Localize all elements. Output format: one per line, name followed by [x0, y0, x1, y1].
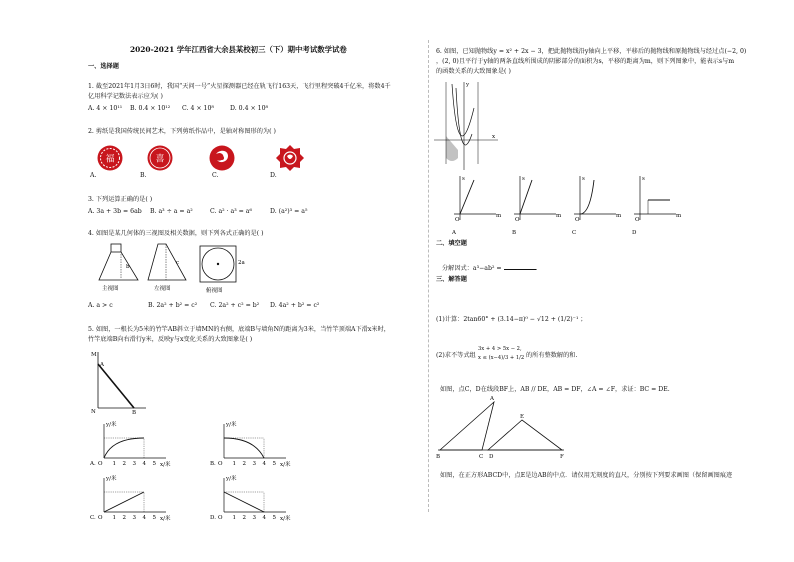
- q2-option-a[interactable]: A.: [90, 172, 97, 179]
- q10-label-D: D: [489, 454, 494, 460]
- q5-graph-b-y-label: y/米: [226, 422, 237, 428]
- front-view-label-b: b: [126, 264, 130, 270]
- q7-end: .: [535, 265, 538, 272]
- q5-graph-a-tick-4: 4: [142, 461, 146, 467]
- q10-text: 如图，点C，D在线段BF上，AB // DE，AB = DF，∠A = ∠F，求证：BC = DE.: [440, 386, 670, 393]
- q10-label-E: E: [520, 414, 525, 420]
- q3-text: 3. 下列运算正确的是( ): [88, 196, 153, 203]
- q6-graph-B-origin: O: [515, 217, 520, 223]
- q9-suffix: 的所有整数解的和.: [526, 352, 578, 359]
- q5-graph-b-tick-3: 3: [252, 461, 256, 467]
- q5-line1: 5. 如图，一根长为5米的竹竿AB斜立于墙MN的右侧，底端B与墙角N的距离为3米，当竹竿顶端A下滑x米时，: [88, 326, 390, 333]
- q3-option-d[interactable]: D. (a²)³ = a⁵: [270, 208, 308, 215]
- section-answer-heading: 三、解答题: [436, 276, 467, 283]
- q2-option-c[interactable]: C.: [212, 172, 219, 179]
- papercut-b-character: 喜: [155, 154, 165, 165]
- q6-graph-D-s-label: s: [642, 176, 645, 182]
- q5-graph-a-tick-1: 1: [112, 461, 116, 467]
- q1-line2: 亿用科学记数法表示应为( ): [88, 93, 163, 100]
- q1-option-a[interactable]: A. 4 × 10¹¹: [88, 105, 123, 112]
- q5-graph-b-x-label: x/米: [280, 462, 291, 468]
- q3-option-a[interactable]: A. 3a + 3b = 6ab: [88, 208, 142, 215]
- q11-text: 如图，在正方形ABCD中，点E是边AB的中点．请仅用无刻度的直尺，分别按下列要求画图（保留画图痕迹: [440, 472, 733, 479]
- q4-option-c[interactable]: C. 2a² + c² = b²: [210, 302, 260, 309]
- label-M: M: [91, 352, 97, 358]
- q7-prompt: 分解因式：a³−ab² =: [442, 265, 504, 272]
- q5-graph-a-option: A.: [90, 461, 96, 467]
- q6-graph-D-m-label: m: [676, 213, 682, 219]
- q5-graph-d-tick-4: 4: [262, 515, 266, 521]
- papercut-a-character: 福: [105, 154, 115, 165]
- q6-graph-C-s-label: s: [582, 176, 585, 182]
- top-view-caption: 俯视图: [206, 288, 223, 294]
- exam-title: 2020-2021 学年江西省大余县某校初三（下）期中考试数学试卷: [130, 45, 347, 54]
- q5-graph-a-tick-2: 2: [122, 461, 126, 467]
- section-fill-heading: 二、填空题: [436, 240, 467, 247]
- q1-option-b[interactable]: B. 0.4 × 10¹²: [130, 105, 171, 112]
- q5-graph-c-tick-3: 3: [132, 515, 136, 521]
- q6-graph-C-line: [580, 180, 594, 214]
- q2-option-d[interactable]: D.: [270, 172, 277, 179]
- q1-line1: 1. 截至2021年1月3日6时，我国“天问一号”火星探测器已经在轨飞行163天，飞行里程突破4千亿米，将数4千: [88, 83, 391, 90]
- q6-graph-C-option: C: [572, 230, 577, 236]
- front-view-caption: 主视图: [102, 286, 119, 292]
- q6-line1: 6. 如图，已知抛物线y = x² + 2x − 3，把此抛物线沿y轴向上平移，平移后的抛物线和原抛物线与经过点(−2, 0): [436, 48, 747, 55]
- q6-graph-B-m-label: m: [556, 213, 562, 219]
- q6-graph-B-s-label: s: [522, 176, 525, 182]
- q6-graph-A-origin: O: [455, 217, 460, 223]
- q5-graph-b-tick-2: 2: [242, 461, 246, 467]
- q6-graph-B-line: [520, 180, 532, 214]
- label-N: N: [91, 409, 96, 415]
- q5-graph-a-x-label: x/米: [160, 462, 171, 468]
- side-view-label-c: c: [176, 260, 180, 266]
- q1-option-c[interactable]: C. 4 × 10⁸: [182, 105, 214, 112]
- q5-graph-c-option: C.: [90, 515, 96, 521]
- top-view-label-2a: 2a: [238, 260, 245, 266]
- q6-graph-A-option: A: [452, 230, 456, 236]
- q5-graph-b-tick-5: 5: [272, 461, 276, 467]
- q5-graph-d-y-label: y/米: [226, 476, 237, 482]
- q5-graph-c-tick-4: 4: [142, 515, 146, 521]
- q3-option-b[interactable]: B. a³ ÷ a = a²: [150, 208, 193, 215]
- q1-option-d[interactable]: D. 0.4 × 10⁸: [230, 105, 268, 112]
- q6-graph-C-m-label: m: [616, 213, 622, 219]
- q10-label-F: F: [560, 454, 564, 460]
- q6-graph-B-option: B: [512, 230, 517, 236]
- q6-graph-D-option: D: [632, 230, 637, 236]
- q6-graph-A-s-label: s: [462, 176, 465, 182]
- q6-graph-A-line: [460, 180, 474, 214]
- q4-option-d[interactable]: D. 4a² + b² = c²: [270, 302, 320, 309]
- q2-text: 2. 剪纸是我国传统民间艺术，下列剪纸作品中，是轴对称图形的为( ): [88, 128, 276, 135]
- q5-graph-a-tick-3: 3: [132, 461, 136, 467]
- parabola-axis-x: x: [492, 134, 496, 140]
- q4-text: 4. 如图是某几何体的三视图及相关数据，则下列各式正确的是( ): [88, 230, 264, 237]
- q4-option-a[interactable]: A. a > c: [88, 302, 113, 309]
- q9-prefix: (2)求不等式组: [436, 352, 476, 359]
- q8-text: (1)计算：2tan60° + (3.14−π)⁰ − √12 + (1/2)⁻¹ ；: [436, 316, 587, 323]
- q5-graph-d-tick-1: 1: [232, 515, 236, 521]
- q5-graph-b-origin: O: [218, 461, 223, 467]
- label-A: A: [100, 362, 104, 368]
- section-choice-heading: 一、选择题: [88, 63, 119, 70]
- triangles-figure: [434, 394, 574, 460]
- q5-graph-a-origin: O: [98, 461, 103, 467]
- label-B: B: [132, 410, 137, 416]
- q5-graph-b-tick-4: 4: [262, 461, 266, 467]
- q5-graph-c-tick-2: 2: [122, 515, 126, 521]
- q6-line2: ，(2, 0)且平行于y轴的两条直线所围成的阴影部分的面积为s，平移的距离为m，则下列图象中，能表示s与m: [436, 58, 735, 65]
- q5-graph-d-origin: O: [218, 515, 223, 521]
- q10-label-A: A: [490, 396, 494, 402]
- q5-graph-d-tick-5: 5: [272, 515, 276, 521]
- q5-graph-c-x-label: x/米: [160, 516, 171, 522]
- q5-graph-d-option: D.: [210, 515, 216, 521]
- q5-graph-d-tick-2: 2: [242, 515, 246, 521]
- q10-label-C: C: [479, 454, 484, 460]
- q7-text: [442, 264, 538, 273]
- q5-graph-c-tick-5: 5: [152, 515, 156, 521]
- side-view-caption: 左视图: [154, 286, 171, 292]
- parabola-axis-y: y: [466, 82, 470, 88]
- q5-graph-d-tick-3: 3: [252, 515, 256, 521]
- q5-graph-a-y-label: y/米: [106, 422, 117, 428]
- q3-option-c[interactable]: C. a² · a³ = a⁶: [210, 208, 252, 215]
- q5-graph-b-tick-1: 1: [232, 461, 236, 467]
- q4-option-b[interactable]: B. 2a² + b² = c²: [148, 302, 198, 309]
- q5-graph-a-tick-5: 5: [152, 461, 156, 467]
- q9-system-line2: x ≤ (x−4)/3 + 1/2: [478, 355, 525, 361]
- q6-graph-A-m-label: m: [496, 213, 502, 219]
- q7-answer-blank[interactable]: [504, 264, 536, 270]
- q6-graph-D-origin: O: [635, 217, 640, 223]
- q9-system-line1: 3x + 4 > 5x − 2,: [478, 346, 522, 352]
- q5-graph-c-tick-1: 1: [112, 515, 116, 521]
- q5-line2: 竹竿底端B向右滑行y米，反映y与x变化关系的大致图象是( ): [88, 336, 253, 343]
- q6-line3: 的函数关系的大致图象是( ): [436, 68, 511, 75]
- q2-option-b[interactable]: B.: [140, 172, 147, 179]
- q5-graph-c-y-label: y/米: [106, 476, 117, 482]
- q5-graph-b-option: B.: [210, 461, 216, 467]
- q6-graph-C-origin: O: [575, 217, 580, 223]
- q5-graph-c-origin: O: [98, 515, 103, 521]
- q10-label-B: B: [436, 454, 441, 460]
- q5-graph-d-x-label: x/米: [280, 516, 291, 522]
